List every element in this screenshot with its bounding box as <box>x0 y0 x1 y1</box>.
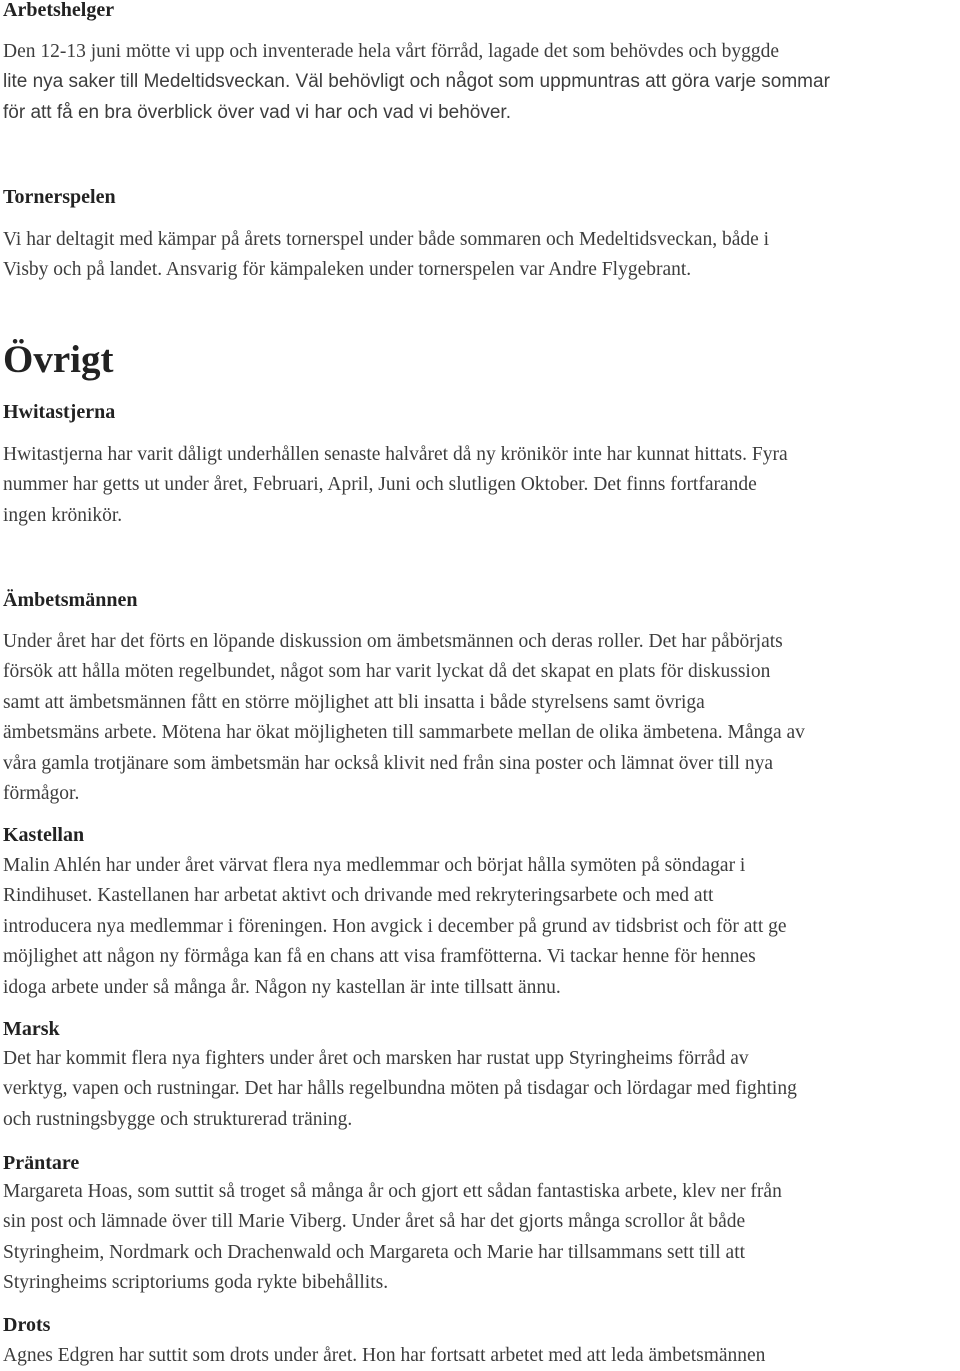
paragraph-kastellan <box>3 851 952 1003</box>
paragraph-line: Den 12-13 juni mötte vi upp och inventerade hela vårt förråd, lagade det som behövdes och byggde <box>3 41 779 62</box>
paragraph-line: Det har kommit flera nya fighters under året och marsken har rustat upp Styringheims förråd av <box>3 1048 749 1069</box>
paragraph-drots <box>3 1341 952 1371</box>
heading-arbetshelger: Arbetshelger <box>3 0 115 21</box>
paragraph-line: förmågor. <box>3 783 80 805</box>
paragraph-line: samt att ämbetsmännen fått en större möjlighet att bli insatta i både styrelsens samt övriga <box>3 691 705 713</box>
paragraph-line: lite nya saker till Medeltidsveckan. Väl behövligt och något som uppmuntras att göra varje sommar <box>3 71 830 93</box>
paragraph-hwitastjerna <box>3 440 952 531</box>
paragraph-line: Vi har deltagit med kämpar på årets tornerspel under både sommaren och Medeltidsveckan, både i <box>3 229 770 250</box>
paragraph-line: för att få en bra överblick över vad vi har och vad vi behöver. <box>3 101 511 123</box>
paragraph-line: försök att hålla möten regelbundet, något som har varit lyckat då det skapat en plats för diskussion <box>3 661 771 683</box>
heading-ambetsmannen: Ämbetsmännen <box>3 589 138 611</box>
paragraph-line: ingen krönikör. <box>3 504 123 526</box>
paragraph-line: idoga arbete under så många år. Någon ny kastellan är inte tillsatt ännu. <box>3 976 561 998</box>
heading-hwitastjerna: Hwitastjerna <box>3 401 116 423</box>
paragraph-line: möjlighet att någon ny förmåga kan få en chans att visa framfötterna. Vi tackar henne för hennes <box>3 946 756 968</box>
paragraph-line: Under året har det förts en löpande diskussion om ämbetsmännen och deras roller. Det har påbörjats <box>3 631 783 652</box>
paragraph-arbetshelger <box>3 37 952 128</box>
paragraph-line: Styringheims scriptoriums goda rykte bibehållits. <box>3 1272 389 1294</box>
paragraph-tornerspelen <box>3 225 952 286</box>
paragraph-line: nummer har getts ut under året, Februari, April, Juni och slutligen Oktober. Det finns fortfarande <box>3 474 757 496</box>
paragraph-prantare <box>3 1177 952 1299</box>
paragraph-line: sin post och lämnade över till Marie Viberg. Under året så har det gjorts många scrollor åt både <box>3 1211 746 1233</box>
paragraph-line: Hwitastjerna har varit dåligt underhållen senaste halvåret då ny krönikör inte har kunnat hittats. Fyra <box>3 444 788 465</box>
paragraph-line: Styringheim, Nordmark och Drachenwald och Margareta och Marie har tillsammans sett till att <box>3 1241 746 1263</box>
heading-drots: Drots <box>3 1314 51 1336</box>
paragraph-line: Malin Ahlén har under året värvat flera nya medlemmar och börjat hålla symöten på söndagar i <box>3 855 746 876</box>
heading-kastellan: Kastellan <box>3 824 85 846</box>
paragraph-line: Margareta Hoas, som suttit så troget så många år och gjort ett sådan fantastiska arbete, klev ner från <box>3 1181 782 1202</box>
paragraph-line: introducera nya medlemmar i föreningen. Hon avgick i december på grund av tidsbrist och för att ge <box>3 915 787 937</box>
paragraph-line: ämbetsmäns arbete. Mötena har ökat möjligheten till sammarbete mellan de olika ämbetena. Många av <box>3 722 805 744</box>
paragraph-line: och rustningsbygge och strukturerad träning. <box>3 1108 353 1130</box>
heading-prantare: Präntare <box>3 1152 80 1174</box>
paragraph-line: Agnes Edgren har suttit som drots under året. Hon har fortsatt arbetet med att leda ämbetsmännen <box>3 1345 766 1366</box>
heading-tornerspelen: Tornerspelen <box>3 186 116 208</box>
heading-ovrigt: Övrigt <box>3 338 114 381</box>
heading-marsk: Marsk <box>3 1018 60 1040</box>
paragraph-line: Visby och på landet. Ansvarig för kämpaleken under tornerspelen var Andre Flygebrant. <box>3 259 692 281</box>
paragraph-marsk <box>3 1044 952 1135</box>
paragraph-line: våra gamla trotjänare som ämbetsmän har också klivit ned från sina poster och lämnat över till nya <box>3 752 773 774</box>
paragraph-ambetsmannen <box>3 627 952 809</box>
paragraph-line: verktyg, vapen och rustningar. Det har hålls regelbundna möten på tisdagar och lördagar med fighting <box>3 1078 797 1100</box>
paragraph-line: Rindihuset. Kastellanen har arbetat aktivt och drivande med rekryteringsarbete och med att <box>3 885 714 907</box>
